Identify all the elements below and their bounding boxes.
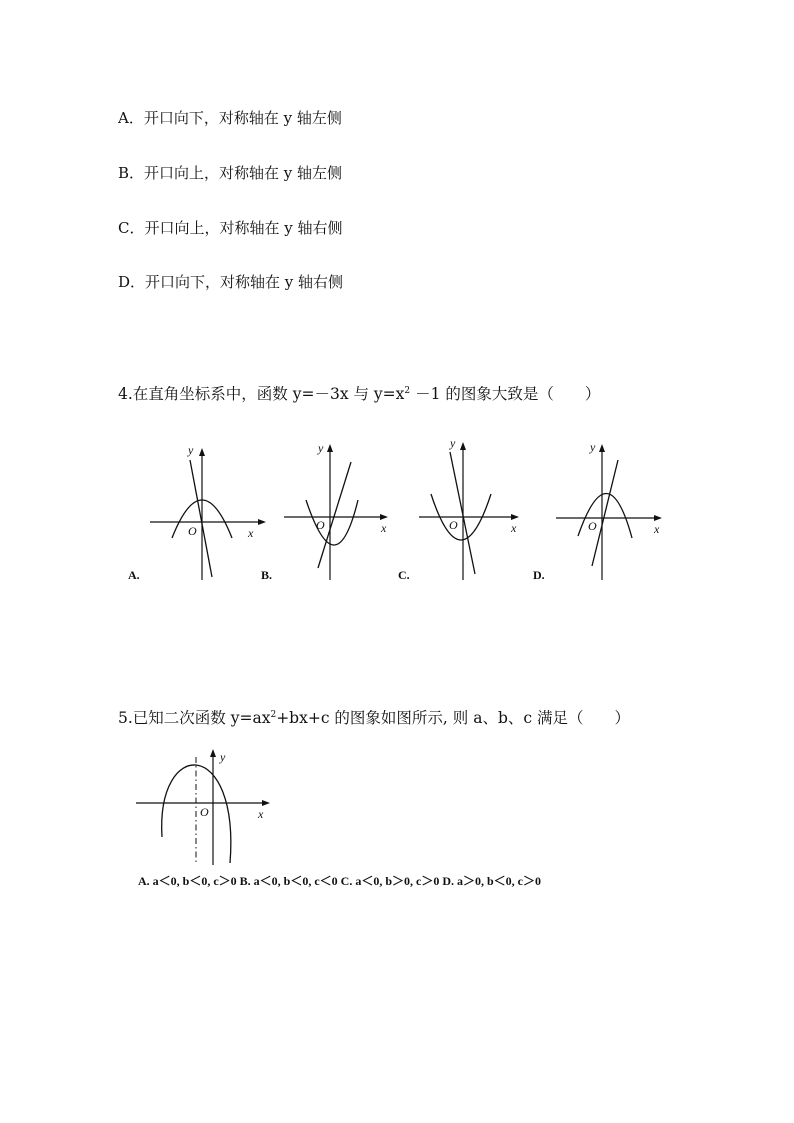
- q3-option-b: B．开口向上，对称轴在 y 轴左侧: [118, 164, 343, 182]
- origin-label: O: [449, 518, 458, 532]
- x-axis-label: x: [248, 526, 254, 540]
- y-axis-arrow: [210, 749, 216, 757]
- q3-option-c: C．开口向上，对称轴在 y 轴右侧: [118, 219, 343, 237]
- option-label: B.: [261, 568, 273, 582]
- q4-stem: [118, 382, 600, 404]
- y-axis-arrow: [327, 444, 333, 452]
- q5-graph: [130, 745, 280, 870]
- origin-label: O: [188, 524, 197, 538]
- q5-options: A. a＜0, b＜0, c＞0 B. a＜0, b＜0, c＜0 C. a＜0, b＞0, c＞0 D. a＞0, b＜0, c＞0: [138, 874, 542, 888]
- q4-stem-suffix: －1 的图象大致是（ ）: [410, 385, 601, 403]
- y-axis-arrow: [460, 442, 466, 450]
- x-axis-label: x: [511, 521, 517, 535]
- q4-graph-a: [120, 440, 273, 585]
- y-axis-arrow: [199, 448, 205, 456]
- q5-stem-sup: 2: [270, 710, 277, 720]
- origin-label: O: [200, 805, 209, 819]
- option-label: A.: [128, 568, 140, 582]
- q4-stem-sup: 2: [404, 386, 411, 396]
- option-label: D.: [533, 568, 545, 582]
- q4-graph-b: [258, 440, 403, 585]
- line-y-neg3x: [318, 462, 351, 568]
- line-y-neg3x: [592, 460, 618, 566]
- y-axis-label: y: [188, 443, 194, 457]
- x-axis-label: x: [258, 807, 264, 821]
- y-axis-label: y: [220, 750, 226, 764]
- y-axis-label: y: [318, 441, 324, 455]
- q5-stem-suffix: +bx+c 的图象如图所示, 则 a、b、c 满足（ ）: [276, 709, 630, 727]
- q5-stem-prefix: 5.已知二次函数 y=ax: [118, 709, 271, 727]
- q5-stem: [118, 706, 630, 728]
- x-axis-arrow: [654, 515, 662, 521]
- x-axis-arrow: [511, 514, 519, 520]
- q4-graph-c: [393, 436, 538, 586]
- origin-label: O: [588, 519, 597, 533]
- parabola: [578, 493, 632, 538]
- q3-option-d: D．开口向下，对称轴在 y 轴右侧: [118, 273, 344, 291]
- q4-graph-d: [530, 440, 675, 585]
- x-axis-arrow: [380, 514, 388, 520]
- y-axis-label: y: [590, 440, 596, 454]
- y-axis-arrow: [599, 444, 605, 452]
- x-axis-label: x: [654, 522, 660, 536]
- option-label: C.: [398, 568, 410, 582]
- y-axis-label: y: [450, 436, 456, 450]
- q4-stem-prefix: 4.在直角坐标系中，函数 y=－3x 与 y=x: [118, 385, 405, 403]
- q3-option-a: A．开口向下，对称轴在 y 轴左侧: [118, 109, 342, 127]
- x-axis-arrow: [262, 800, 270, 806]
- origin-label: O: [316, 518, 325, 532]
- line-y-neg3x: [190, 460, 212, 577]
- x-axis-label: x: [381, 521, 387, 535]
